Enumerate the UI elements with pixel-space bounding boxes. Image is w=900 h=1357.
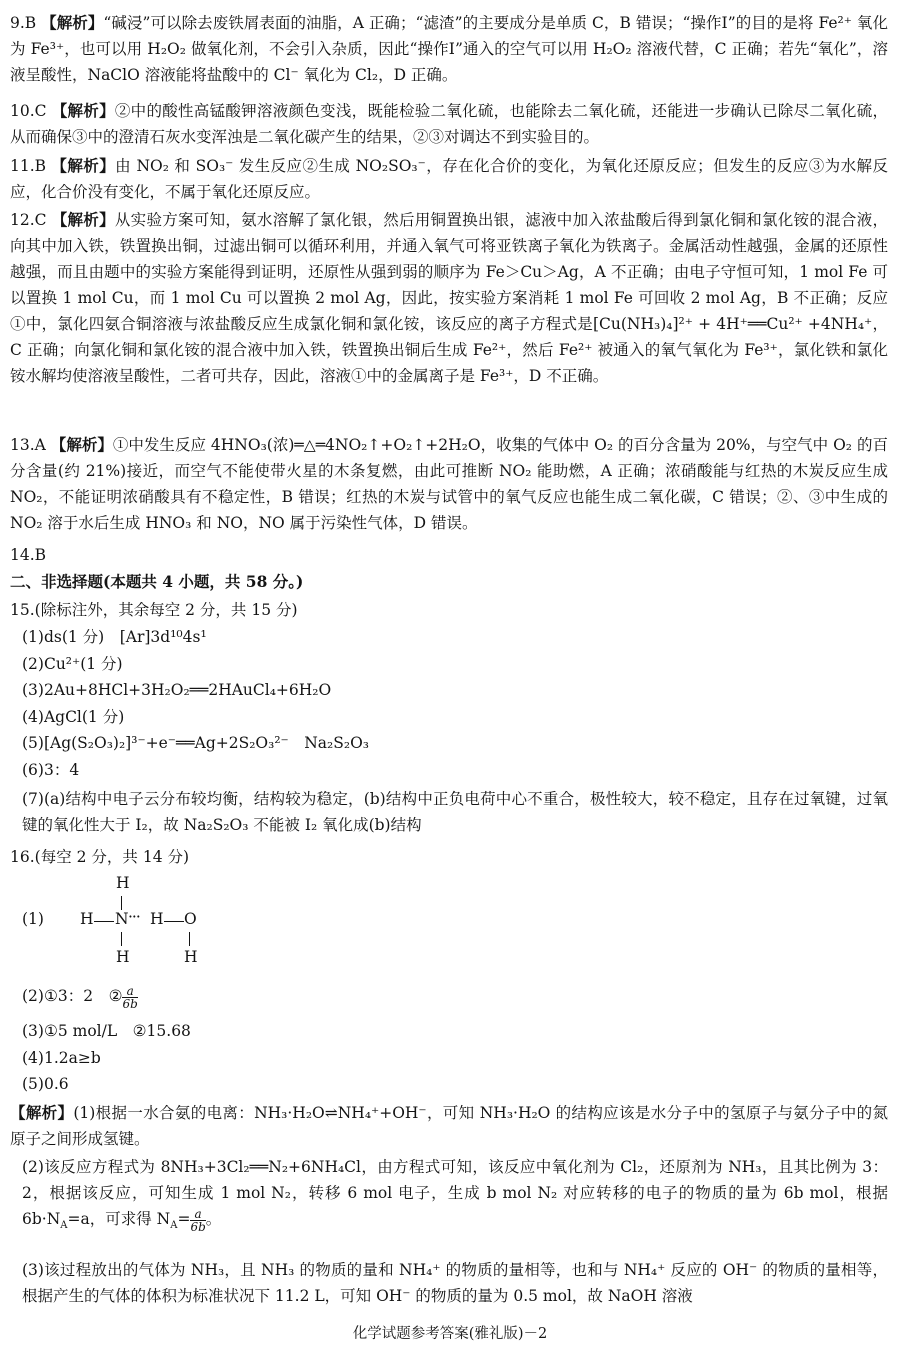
- hydrogen-bond-dots: ···: [128, 908, 140, 926]
- footer-text: 化学试题参考答案(雅礼版)－2: [352, 1326, 548, 1342]
- answer-line: (5)0.6: [22, 1075, 69, 1093]
- question-15-answers: [22, 624, 888, 783]
- fraction-numerator: a: [194, 1206, 202, 1221]
- bond-horizontal-left: [94, 921, 114, 922]
- answer-line: [22, 983, 888, 1010]
- answer-text: 由 NO₂ 和 SO₃⁻ 发生反应②生成 NO₂SO₃⁻，存在化合价的变化，为氧化还原反应；但发生的反应③为水解反应，化合价没有变化，不属于氧化还原反应。: [10, 157, 888, 201]
- answer-text: (7)(a)结构中电子云分布较均衡，结构较为稳定，(b)结构中正负电荷中心不重合，极性较大，较不稳定，且存在过氧键，过氧键的氧化性大于 I₂，故 Na₂S₂O₃ 不能被 I₂ 氧化成(b)结构: [22, 790, 888, 834]
- answer-text: 从实验方案可知，氨水溶解了氯化银，然后用铜置换出银，滤液中加入浓盐酸后得到氯化铜和氯化铵的混合液，向其中加入铁，铁置换出铜，过滤出铜可以循环利用，并通入氧气可将亚铁离子氧化为铁离子。金属活动性越强，金属的还原性越强，而且由题中的实验方案能得到证明，还原性从强到弱的顺序为 Fe＞Cu＞Ag，A 不正确；由电子守恒可知，1 mol Fe 可以置换 1 mol Cu，而 1 mol Cu 可以置换 2 mol Ag，因此，按实验方案消耗 1 mol Fe 可回收 2 mol Ag，B 不正确；反应①中，氯化四氨合铜溶液与浓盐酸反应生成氯化铜和氯化铵，该反应的离子方程式是[Cu(NH₃)₄]²⁺ + 4H⁺══Cu²⁺ +4NH₄⁺，C 正确；向氯化铜和氯化铵的混合液中加入铁，铁置换出铜后生成 Fe²⁺，然后 Fe²⁺ 被通入的氧气氧化为 Fe³⁺，氯化铁和氯化铵水解均使溶液呈酸性，二者可共存，因此，溶液①中的金属离子是 Fe³⁺，D 不正确。: [10, 211, 888, 385]
- answer-item-14: [10, 542, 888, 568]
- question-16-analysis-2: (2)该反应方程式为 8NH₃+3Cl₂══N₂+6NH₄Cl，由方程式可知，该反应中氧化剂为 Cl₂，还原剂为 NH₃，且其比例为 3：2，根据该反应，可知生成 1 mol N₂，转移 6 mol 电子，生成 b mol N₂ 对应转移的电子的物质的量为 6b mol，根据 $6b\cdot N_A=a$，可求得 $N_A=$ $\frac{a}{6b}$ 。: [22, 1158, 888, 1234]
- atom-h-middle: H: [150, 910, 164, 928]
- fraction-denominator: 6b: [190, 1219, 206, 1234]
- answer-text: ②中的酸性高锰酸钾溶液颜色变浅，既能检验二氧化硫，也能除去二氧化硫，还能进一步确认已除尽二氧化硫，从而确保③中的澄清石灰水变浑浊是二氧化碳产生的结果，②③对调达不到实验目的。: [10, 102, 888, 146]
- analysis-text: (3)该过程放出的气体为 NH₃，且 NH₃ 的物质的量和 NH₄⁺ 的物质的量相等，也和与 NH₄⁺ 反应的 OH⁻ 的物质的量相等，根据产生的气体的体积为标准状况下 11.2 L，可知 OH⁻ 的物质的量为 0.5 mol，故 NaOH 溶液: [22, 1261, 888, 1305]
- answer-number: 9.B: [10, 14, 37, 32]
- answer-line: (4)AgCl(1 分): [22, 707, 125, 726]
- page-footer: [0, 1322, 900, 1343]
- answer-item-10: [10, 98, 888, 150]
- answer-text: “碱浸”可以除去废铁屑表面的油脂，A 正确；“滤渣”的主要成分是单质 C，B 错误；“操作Ⅰ”的目的是将 Fe²⁺ 氧化为 Fe³⁺，也可以用 H₂O₂ 做氧化剂，不会引入杂质，因此“操作Ⅰ”通入的空气可以用 H₂O₂ 溶液代替，C 正确；若先“氧化”，溶液呈酸性，NaClO 溶液能将盐酸中的 Cl⁻ 氧化为 Cl₂，D 正确。: [10, 14, 888, 84]
- answer-line: (1)ds(1 分) [Ar]3d¹⁰4s¹: [22, 628, 207, 646]
- answer-line: (5)[Ag(S₂O₃)₂]³⁻+e⁻══Ag+2S₂O₃²⁻ Na₂S₂O₃: [22, 734, 370, 752]
- question-16-analysis-1: [10, 1100, 888, 1152]
- analysis-tag: 【解析】: [51, 156, 116, 175]
- question-16-part-2: [22, 983, 888, 1010]
- subscript: A: [170, 1220, 178, 1232]
- atom-h-bottom-o: H: [184, 948, 198, 966]
- bond-vertical-bottom-n: [121, 932, 122, 946]
- question-16-title: [10, 844, 888, 870]
- answer-line: (3)2Au+8HCl+3H₂O₂══2HAuCl₄+6H₂O: [22, 681, 332, 699]
- bond-horizontal-right: [164, 921, 184, 922]
- atom-n: N: [115, 910, 129, 928]
- part-label: (1): [22, 910, 44, 928]
- answer-line: (6)3：4: [22, 760, 80, 779]
- atom-h-top: H: [116, 874, 130, 892]
- analysis-tag: 【解析】: [51, 101, 115, 120]
- fraction: [122, 985, 137, 1010]
- answer-line: (3)①5 mol/L ②15.68: [22, 1022, 191, 1040]
- section-title: 二、非选择题(本题共 4 小题，共 58 分。): [10, 572, 304, 591]
- answer-number: 12.C: [10, 211, 47, 229]
- fraction-denominator: 6b: [122, 996, 138, 1011]
- answer-line: (4)1.2a≥b: [22, 1048, 101, 1067]
- question-title: 16.(每空 2 分，共 14 分): [10, 848, 190, 866]
- atom-o: O: [184, 910, 197, 928]
- analysis-text: (1)根据一水合氨的电离：NH₃·H₂O⇌NH₄⁺+OH⁻，可知 NH₃·H₂O 的结构应该是水分子中的氢原子与氨分子中的氮原子之间形成氢键。: [10, 1104, 888, 1148]
- atom-h-bottom-n: H: [116, 948, 130, 966]
- answer-item-13: [10, 432, 888, 536]
- question-16-analysis-3: [22, 1257, 888, 1309]
- answer-number: 11.B: [10, 157, 47, 175]
- answer-line: (2)Cu²⁺(1 分): [22, 654, 123, 673]
- analysis-text: (2)该反应方程式为 8NH₃+3Cl₂══N₂+6NH₄Cl，由方程式可知，该反应中氧化剂为 Cl₂，还原剂为 NH₃，且其比例为 3：2，根据该反应，可知生成 1 mol N₂，转移 6 mol 电子，生成 b mol N₂ 对应转移的电子的物质的量为 6b mol，根据 6b·N: [22, 1158, 888, 1228]
- fraction: [190, 1208, 205, 1233]
- hydrogen-bond-structure: [22, 874, 242, 970]
- answer-number: 14.B: [10, 546, 47, 564]
- question-15-title: [10, 597, 888, 623]
- atom-h-left: H: [80, 910, 94, 928]
- question-15-part-7: [22, 786, 888, 838]
- bond-vertical-top: [121, 896, 122, 910]
- subscript: A: [60, 1220, 68, 1232]
- answer-text: ①中发生反应 4HNO₃(浓)═△═4NO₂↑+O₂↑+2H₂O，收集的气体中 O₂ 的百分含量为 20%，与空气中 O₂ 的百分含量(约 21%)接近，而空气不能使带火星的木条复燃，由此可推断 NO₂ 能助燃，A 正确；浓硝酸能与红热的木炭反应生成 NO₂，不能证明浓硝酸具有不稳定性，B 错误；红热的木炭与试管中的氧气反应也能生成二氧化碳，C 错误；②、③中生成的 NO₂ 溶于水后生成 HNO₃ 和 NO，NO 属于污染性气体，D 错误。: [10, 436, 888, 532]
- question-title: 15.(除标注外，其余每空 2 分，共 15 分): [10, 601, 298, 619]
- answer-number: 10.C: [10, 102, 47, 120]
- answer-text: (2)①3：2 ②: [22, 987, 123, 1005]
- analysis-tag: 【解析】: [50, 435, 113, 454]
- fraction-numerator: a: [126, 983, 134, 998]
- question-16-answers: [22, 1018, 888, 1098]
- analysis-text: =: [177, 1210, 191, 1228]
- answer-item-9: [10, 10, 888, 88]
- answer-number: 13.A: [10, 436, 46, 454]
- answer-item-12: [10, 207, 888, 389]
- analysis-tag: 【解析】: [51, 210, 115, 229]
- section-heading: [10, 569, 888, 595]
- analysis-text: =a，可求得 N: [67, 1210, 171, 1228]
- answer-item-11: [10, 153, 888, 205]
- analysis-tag: 【解析】: [41, 13, 104, 32]
- bond-vertical-bottom-o: [189, 932, 190, 946]
- analysis-tag: 【解析】: [10, 1103, 74, 1122]
